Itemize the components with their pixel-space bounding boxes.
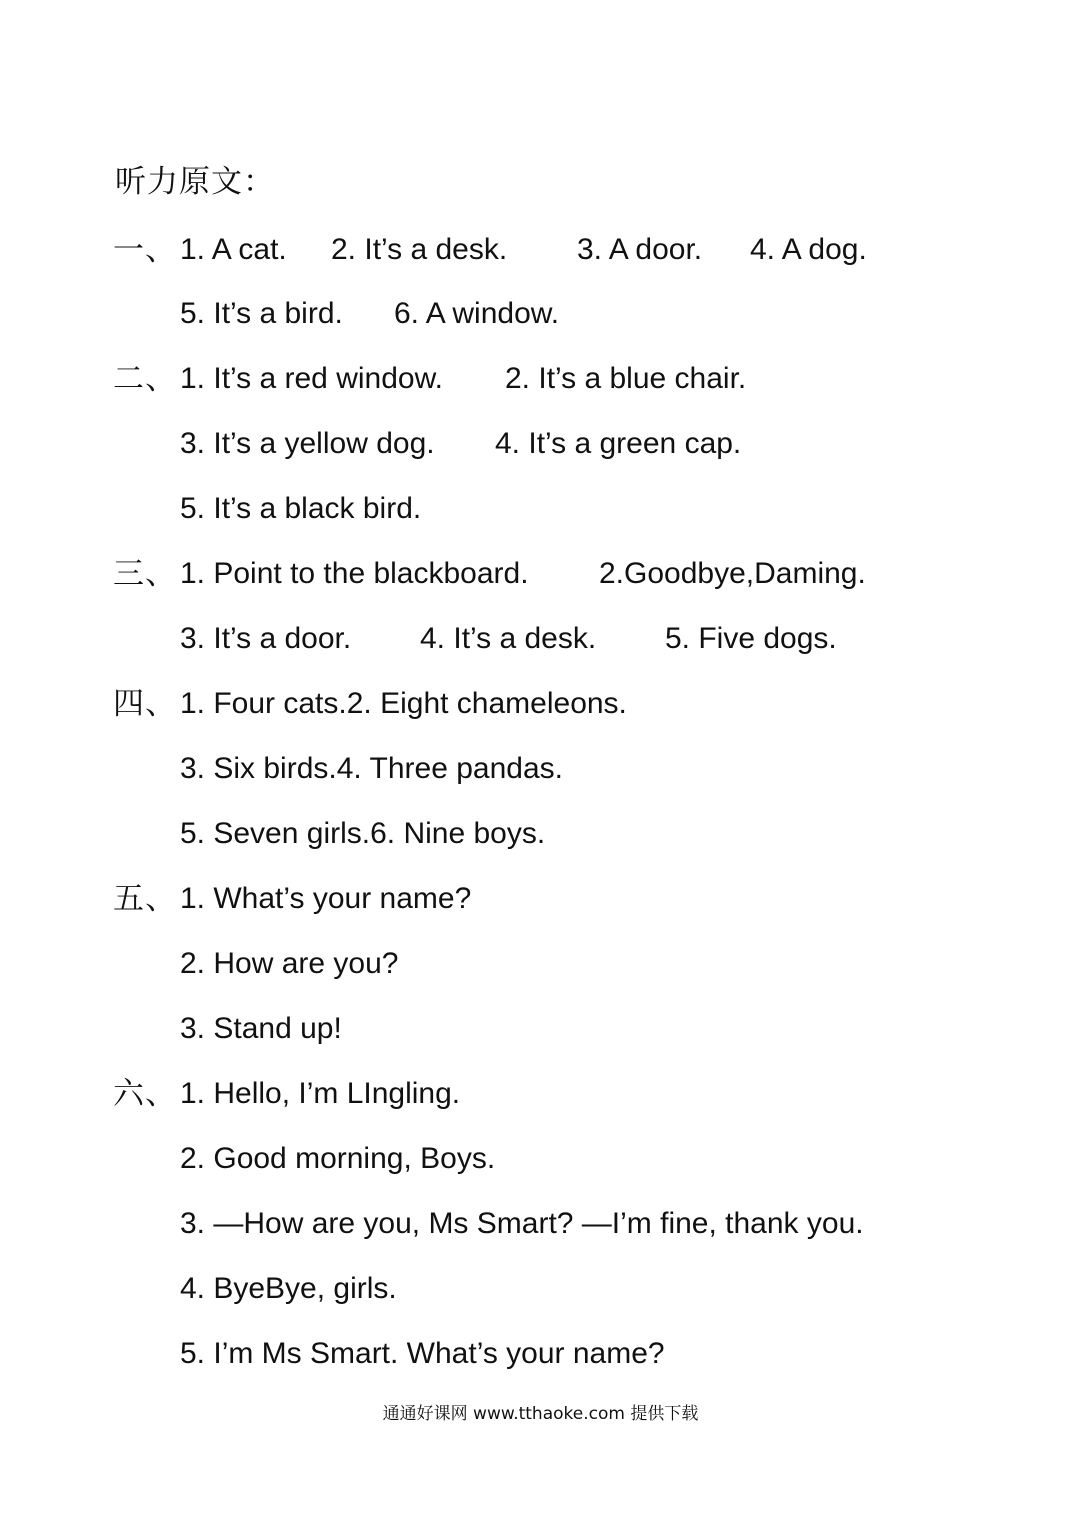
section-number: 六、: [113, 1076, 177, 1112]
answer-item: 1. A cat.: [180, 233, 287, 266]
answer-item: 3. —How are you, Ms Smart? —I’m fine, thank you.: [180, 1207, 864, 1240]
answer-item: 3. A door.: [577, 233, 703, 266]
answer-item: 3. Stand up!: [180, 1012, 342, 1045]
answer-item: 2. Good morning, Boys.: [180, 1142, 496, 1175]
answer-item: 3. It’s a yellow dog.: [180, 427, 435, 460]
answer-item: 4. ByeBye, girls.: [180, 1272, 397, 1305]
answer-item: 4. It’s a green cap.: [495, 427, 742, 460]
answer-item: 1. Hello, I’m LIngling.: [180, 1077, 461, 1110]
section-number: 二、: [113, 361, 177, 397]
answer-item: 1. Point to the blackboard.: [180, 557, 529, 590]
answer-item: 3. It’s a door.: [180, 622, 352, 655]
answer-item: 4. It’s a desk.: [420, 622, 597, 655]
answer-item: 5. It’s a black bird.: [180, 492, 422, 525]
answer-item: 3. Six birds.4. Three pandas.: [180, 752, 563, 785]
page-title: 听力原文：: [115, 164, 275, 200]
answer-item: 1. Four cats.2. Eight chameleons.: [180, 687, 627, 720]
section-number: 一、: [113, 232, 177, 268]
section-number: 四、: [113, 686, 177, 722]
answer-item: 5. I’m Ms Smart. What’s your name?: [180, 1337, 665, 1370]
answer-item: 4. A dog.: [750, 233, 867, 266]
answer-item: 1. It’s a red window.: [180, 362, 443, 395]
section-number: 三、: [113, 556, 177, 592]
answer-item: 2. It’s a blue chair.: [505, 362, 747, 395]
answer-item: 5. It’s a bird.: [180, 297, 343, 330]
answer-item: 5. Seven girls.6. Nine boys.: [180, 817, 546, 850]
answer-item: 1. What’s your name?: [180, 882, 472, 915]
answer-item: 2.Goodbye,Daming.: [599, 557, 866, 590]
answer-item: 5. Five dogs.: [665, 622, 837, 655]
section-number: 五、: [113, 881, 177, 917]
page-footer: 通通好课网 www.tthaoke.com 提供下载: [382, 1404, 699, 1424]
answer-item: 2. How are you?: [180, 947, 399, 980]
answer-item: 6. A window.: [394, 297, 560, 330]
answer-item: 2. It’s a desk.: [331, 233, 508, 266]
